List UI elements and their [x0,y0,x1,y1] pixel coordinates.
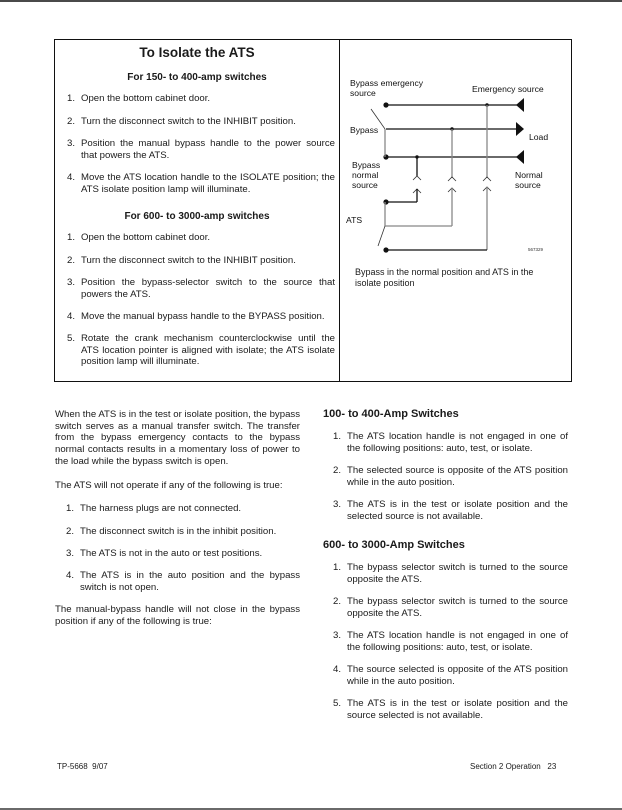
step-number: 2. [67,116,76,127]
item-number: 4. [66,570,75,581]
section-2-item [333,698,568,721]
procedure-text-cell [55,40,339,381]
item-number: 2. [66,526,75,537]
step-text: Rotate the crank mechanism counterclockwise until the ATS location pointer is aligned with isolate; the ATS isolate position lamp will illuminate. [81,333,335,368]
not-operate-lead: The ATS will not operate if any of the following is true: [55,480,283,491]
section-100-400-heading: 100- to 400-Amp Switches [323,408,459,420]
group-1-step [67,172,335,195]
step-text: Turn the disconnect switch to the INHIBIT position. [81,116,296,127]
section-600-3000-heading: 600- to 3000-Amp Switches [323,539,465,551]
handle-lead: The manual-bypass handle will not close in the bypass position if any of the following is true: [55,604,300,627]
label-ats: ATS [346,215,363,225]
section-2-item [333,630,568,653]
item-text: The selected source is opposite of the ATS position while in the auto position. [347,465,568,488]
group-1-step [67,138,335,161]
step-number: 3. [67,138,76,149]
item-text: The ATS is not in the auto or test positions. [80,548,263,559]
label-load: Load [529,132,549,142]
step-number: 2. [67,255,76,266]
footer-date: 9/07 [92,762,108,771]
section-1-item [333,499,568,522]
item-text: The disconnect switch is in the inhibit position. [80,526,277,537]
procedure-box [54,39,572,382]
step-number: 4. [67,172,76,183]
section-2-item [333,596,568,619]
label-bypass-normal-source: Bypass normal source [352,160,381,190]
item-text: The ATS is in the auto position and the bypass switch is not open. [80,570,300,593]
figure-id: 567329 [528,247,544,252]
step-text: Open the bottom cabinet door. [81,232,211,243]
step-number: 1. [67,93,76,104]
item-text: The bypass selector switch is turned to the source opposite the ATS. [347,562,568,585]
not-operate-item [66,548,300,560]
item-number: 3. [66,548,75,559]
group-1-step [67,93,335,105]
step-text: Open the bottom cabinet door. [81,93,211,104]
not-operate-item [66,503,300,515]
item-text: The bypass selector switch is turned to the source opposite the ATS. [347,596,568,619]
group-2-step [67,255,335,267]
group-2-step [67,277,335,300]
step-number: 1. [67,232,76,243]
step-text: Position the manual bypass handle to the power source that powers the ATS. [81,138,335,161]
item-text: The source selected is opposite of the ATS position while in the auto position. [347,664,568,687]
item-number: 1. [333,562,342,573]
footer-doc-id: TP-5668 [57,762,88,771]
item-number: 3. [333,499,342,510]
group-2-step [67,232,335,244]
label-bypass: Bypass [350,125,379,135]
step-number: 4. [67,311,76,322]
item-text: The ATS is in the test or isolate position and the selected source is not available. [347,499,568,522]
group-1-heading: For 150- to 400-amp switches [127,72,267,83]
group-2-heading: For 600- to 3000-amp switches [124,211,270,222]
label-emergency-source: Emergency source [472,84,544,94]
step-text: Move the ATS location handle to the ISOLATE position; the ATS isolate position lamp will illuminate. [81,172,335,195]
group-2-step [67,311,335,323]
label-normal-source: Normal source [515,170,543,190]
intro-paragraph: When the ATS is in the test or isolate position, the bypass switch serves as a manual transfer switch. The transfer from the bypass emergency contacts to the bypass normal contacts results in a momentary loss of power to the load while the bypass switch is open. [55,409,300,467]
footer-section-info [470,762,556,771]
item-text: The ATS is in the test or isolate position and the source selected is not available. [347,698,568,721]
item-text: The ATS location handle is not engaged in one of the following positions: auto, test, or isolate. [347,431,568,454]
step-number: 5. [67,333,76,344]
section-2-item [333,664,568,687]
item-number: 2. [333,596,342,607]
item-text: The ATS location handle is not engaged in one of the following positions: auto, test, or isolate. [347,630,568,653]
item-number: 1. [333,431,342,442]
diagram-caption: Bypass in the normal position and ATS in the isolate position [355,267,534,288]
item-text: The harness plugs are not connected. [80,503,242,514]
group-1-step [67,116,335,128]
step-number: 3. [67,277,76,288]
not-operate-item [66,526,300,538]
item-number: 1. [66,503,75,514]
procedure-title: To Isolate the ATS [139,45,255,60]
footer-page-number: 23 [547,762,557,771]
label-bypass-emergency-source: Bypass emergency source [350,78,424,98]
step-text: Position the bypass-selector switch to the source that powers the ATS. [81,277,335,300]
step-text: Move the manual bypass handle to the BYPASS position. [81,311,325,322]
section-2-item [333,562,568,585]
item-number: 3. [333,630,342,641]
step-text: Turn the disconnect switch to the INHIBIT position. [81,255,296,266]
section-1-item [333,431,568,454]
bypass-isolation-diagram [340,40,572,381]
footer-doc-info [57,762,108,771]
item-number: 2. [333,465,342,476]
page-top-rule [0,0,622,2]
section-1-item [333,465,568,488]
item-number: 5. [333,698,342,709]
not-operate-item [66,570,300,593]
item-number: 4. [333,664,342,675]
footer-section: Section 2 Operation [470,762,541,771]
group-2-step [67,333,335,368]
